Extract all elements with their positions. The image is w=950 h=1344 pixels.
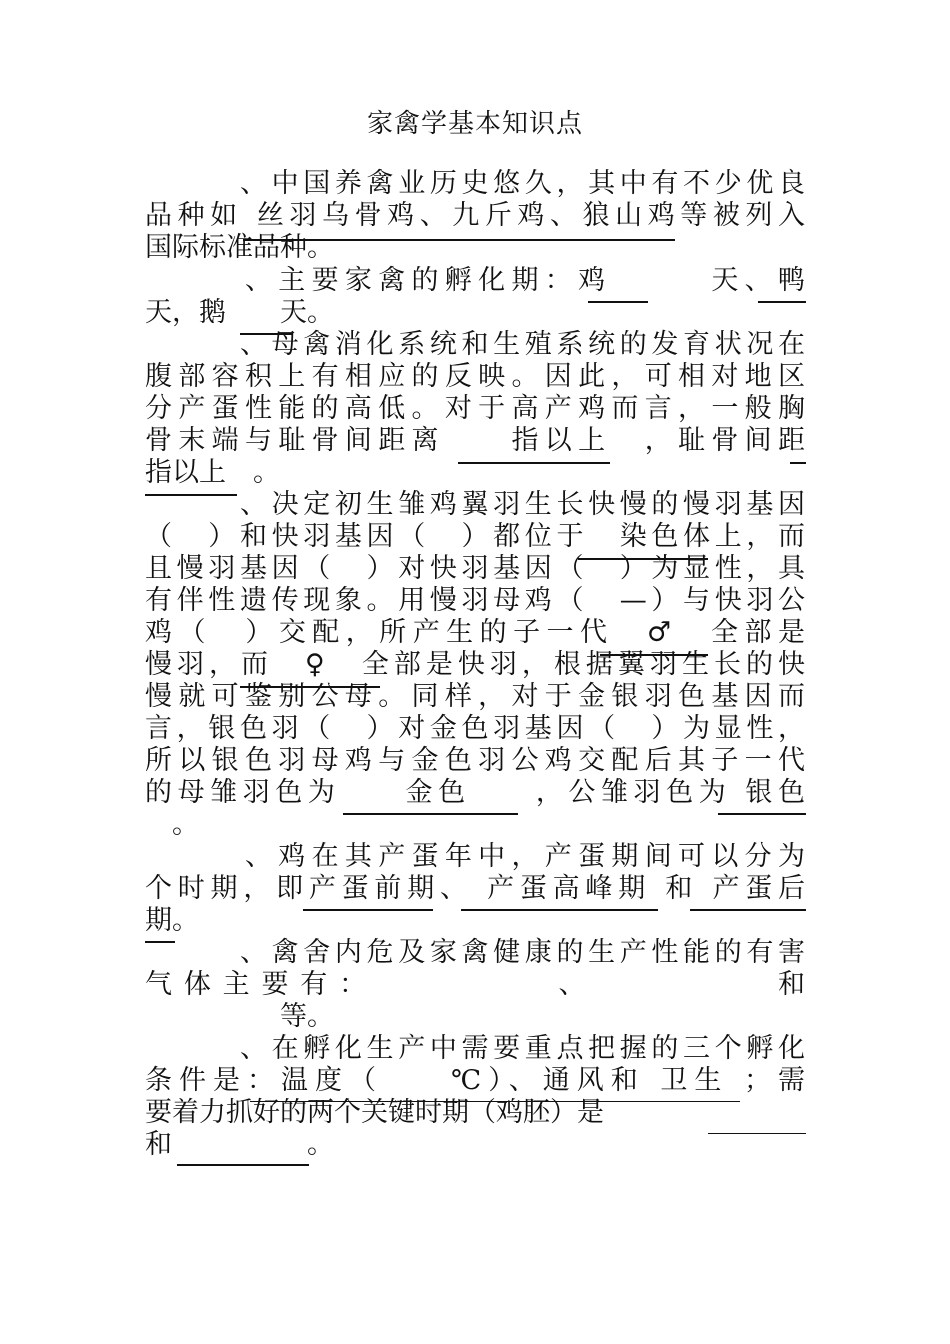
blank-underline [461, 909, 658, 911]
blank-underline [240, 686, 380, 688]
text-line: 慢羽，而 ♀ 全部是快羽，根据翼羽生长的快 [145, 649, 805, 680]
blank-underline [578, 558, 708, 560]
text-line: 、中国养禽业历史悠久，其中有不少优良 [145, 168, 805, 199]
blank-underline [145, 494, 237, 496]
text-line: 的母雏羽色为 金色 ，公雏羽色为 银色 [145, 777, 805, 808]
blank-underline [145, 941, 175, 943]
page-title: 家禽学基本知识点 [366, 109, 583, 139]
blank-underline [790, 462, 806, 464]
text-line: 、鸡在其产蛋年中，产蛋期间可以分为 [145, 841, 805, 872]
text-line: 条件是：温度（ ℃）、通风和 卫生 ；需 [145, 1065, 805, 1096]
text-line: 鸡（ ）交配，所产生的子一代 ♂ 全部是 [145, 617, 805, 648]
blank-underline [458, 462, 610, 464]
blank-underline [600, 654, 708, 656]
blank-underline [303, 909, 433, 911]
text-line: 指以上 。 [145, 457, 280, 488]
blank-underline [243, 239, 675, 241]
text-line: 。 [145, 809, 199, 840]
text-line: 气体主要有： 、 和 [145, 969, 805, 1000]
text-line: 分产蛋性能的高低。对于高产鸡而言，一般胸 [145, 393, 805, 424]
blank-underline [343, 813, 518, 815]
blank-underline [177, 1164, 309, 1166]
text-line: 个时期，即产蛋前期、 产蛋高峰期 和 产蛋后 [145, 873, 805, 904]
text-line: 腹部容积上有相应的反映。因此，可相对地区 [145, 361, 805, 392]
text-line: （ ）和快羽基因（ ）都位于 染色体上，而 [145, 521, 805, 552]
text-line: 品种如 丝羽乌骨鸡、九斤鸡、狼山鸡等被列入 [145, 200, 805, 231]
blank-underline [240, 333, 292, 335]
text-line: 和 。 [145, 1129, 334, 1160]
blank-underline [708, 1133, 806, 1134]
text-line: 、禽舍内危及家禽健康的生产性能的有害 [145, 937, 805, 968]
text-line: 有伴性遗传现象。用慢羽母鸡（ —）与快羽公 [145, 585, 805, 616]
text-line: 且慢羽基因（ ）对快羽基因（ ）为显性，具 [145, 553, 805, 584]
blank-underline [250, 1101, 740, 1102]
text-line: 、决定初生雏鸡翼羽生长快慢的慢羽基因 [145, 489, 805, 520]
text-line: 国际标准品种。 [145, 232, 334, 263]
text-line: 、主要家禽的孵化期：鸡 天、鸭 [145, 265, 859, 296]
blank-underline [718, 813, 806, 815]
text-line: 等。 [145, 1001, 334, 1032]
text-line: 天，鹅 天。 [145, 297, 334, 328]
text-line: 要着力抓好的两个关键时期（鸡胚）是 [145, 1097, 604, 1128]
blank-underline [588, 301, 648, 303]
text-line: 骨末端与耻骨间距离 指以上 ，耻骨间距 [145, 425, 832, 456]
text-line: 、母禽消化系统和生殖系统的发育状况在 [145, 329, 805, 360]
blank-underline [690, 909, 806, 911]
text-line: 所以银色羽母鸡与金色羽公鸡交配后其子一代 [145, 745, 805, 776]
text-line: 言，银色羽（ ）对金色羽基因（ ）为显性， [145, 713, 805, 744]
text-line: 、在孵化生产中需要重点把握的三个孵化 [145, 1033, 805, 1064]
blank-underline [758, 301, 806, 303]
text-line: 期。 [145, 905, 199, 936]
text-line: 慢就可鉴别公母。同样，对于金银羽色基因而 [145, 681, 805, 712]
